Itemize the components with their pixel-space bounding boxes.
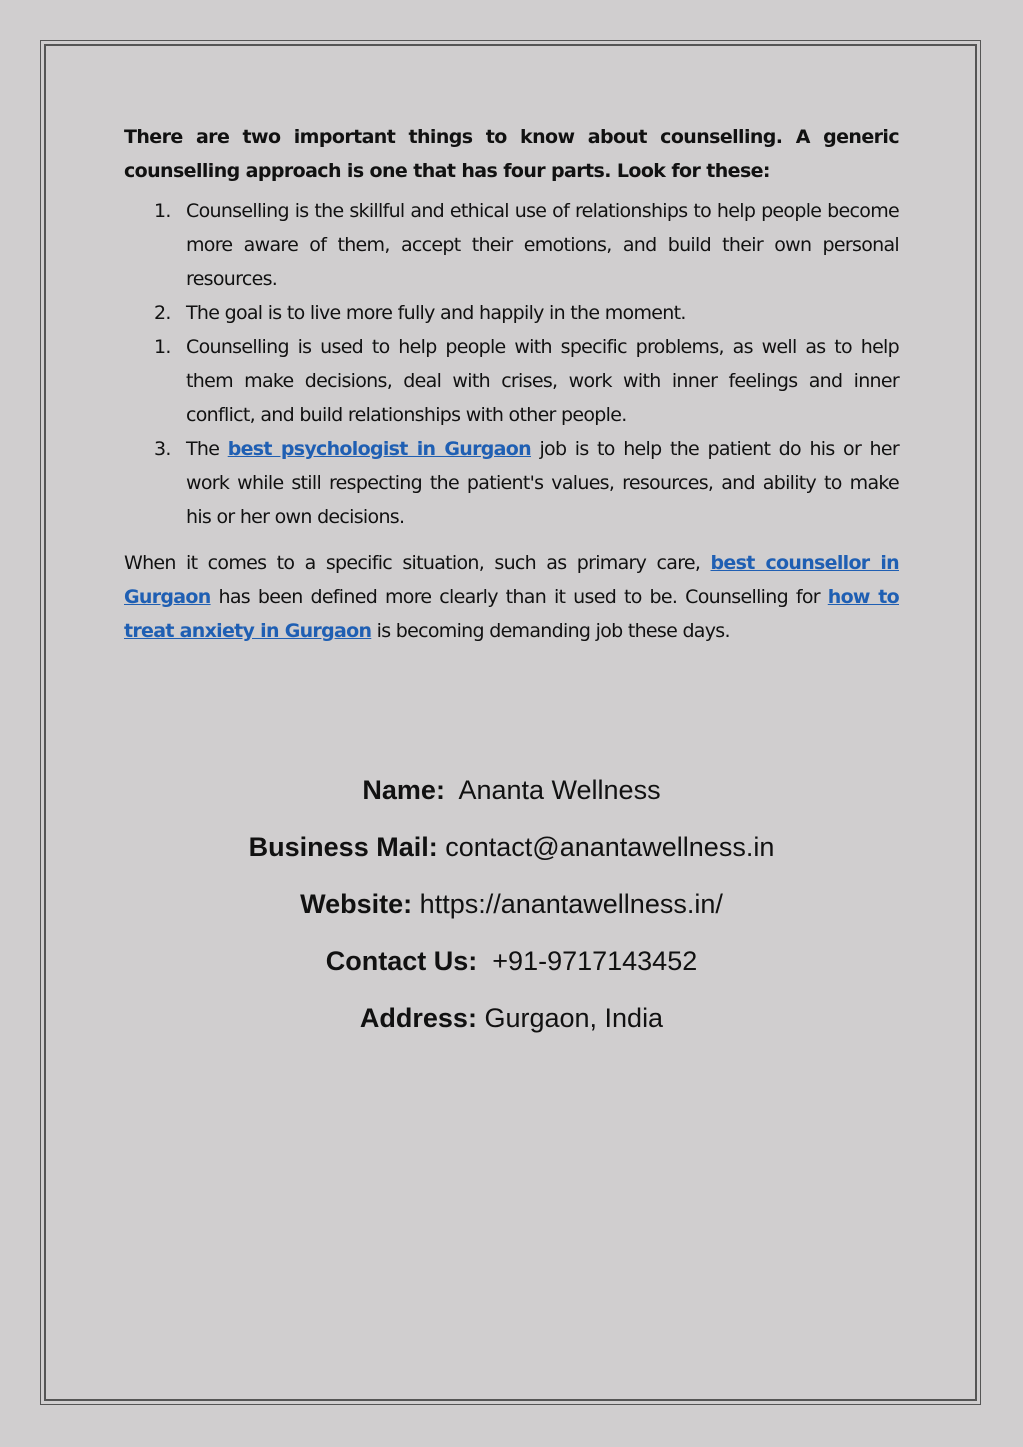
list-item [124, 432, 899, 534]
best-counsellor-link[interactable]: best counsellor in Gurgaon [124, 552, 899, 608]
contact-mail-line [0, 825, 1023, 882]
list-item [124, 296, 899, 330]
intro-paragraph: There are two important things to know about counselling. A generic counselling approach is one that has four parts. Look for these: [124, 126, 899, 182]
list-number: 1. [154, 336, 171, 358]
website-value[interactable]: https://anantawellness.in/ [419, 889, 723, 919]
list-item-text: The goal is to live more fully and happily in the moment. [186, 302, 686, 324]
list-item [124, 194, 899, 296]
best-psychologist-link[interactable]: best psychologist in Gurgaon [227, 438, 531, 460]
contact-name-line [0, 768, 1023, 825]
website-label: Website: [300, 889, 413, 919]
closing-text-2: has been defined more clearly than it used to be. Counselling for [210, 586, 828, 608]
contact-website-line [0, 882, 1023, 939]
list-item [124, 330, 899, 432]
list-number: 2. [154, 302, 171, 324]
list-item-text-post: job is to help the patient do his or her work while still respecting the patient's values, resources, and ability to make his or her own decisions. [186, 438, 899, 528]
name-label: Name: [362, 775, 445, 805]
mail-value[interactable]: contact@anantawellness.in [445, 832, 775, 862]
list-number: 1. [154, 200, 171, 222]
points-list [124, 194, 899, 534]
list-item-text: Counselling is the skillful and ethical use of relationships to help people become more aware of them, accept their emotions, and build their own personal resources. [186, 200, 899, 290]
contact-block [0, 768, 1023, 1053]
phone-label: Contact Us: [325, 946, 478, 976]
mail-label: Business Mail: [248, 832, 438, 862]
closing-paragraph [124, 546, 899, 648]
closing-text-1: When it comes to a specific situation, such as primary care, [124, 552, 711, 574]
address-label: Address: [359, 1003, 477, 1033]
name-value: Ananta Wellness [458, 775, 661, 805]
list-number: 3. [154, 438, 171, 460]
treat-anxiety-link[interactable]: how to treat anxiety in Gurgaon [124, 586, 899, 642]
address-value: Gurgaon, India [484, 1003, 664, 1033]
contact-address-line [0, 996, 1023, 1053]
phone-value: +91-9717143452 [492, 946, 698, 976]
article-body [124, 120, 899, 648]
list-item-text-pre: The [186, 438, 228, 460]
closing-text-3: is becoming demanding job these days. [371, 620, 730, 642]
contact-phone-line [0, 939, 1023, 996]
list-item-text: Counselling is used to help people with specific problems, as well as to help them make decisions, deal with crises, work with inner feelings and inner conflict, and build relationships with other people. [186, 336, 899, 426]
